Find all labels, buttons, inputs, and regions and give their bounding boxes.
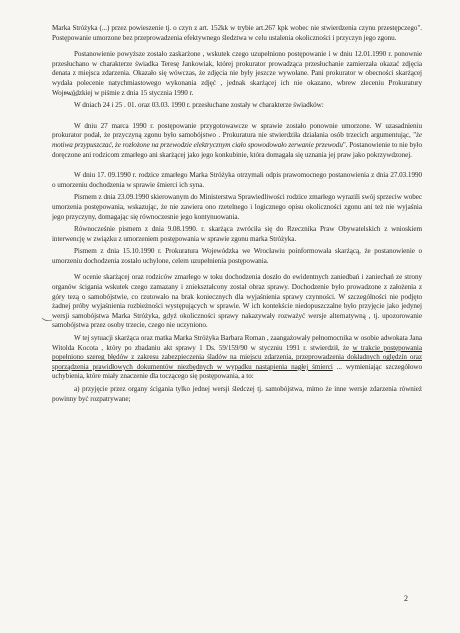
paragraph-7: Równocześnie pismem z dnia 9.08.1990. r. skarżąca zwróciła się do Rzecznika Praw Obywatelskich z wnioskiem interwencję w związku z umorzeniem postępowania w sprawie zgonu marka Stróżyka. (52, 225, 422, 243)
paragraph-6: Pismem z dnia 23.09.1990 skierowanym do Ministerstwa Sprawiedliwości rodzice zmarłego wyrazili swój sprzeciw wobec umorzenia postępowania, wskazując, że nie zawiera ono rzetelnego i logicznego opisu okoliczności zgonu ani też nie wyjaśnia jego przyczyny, domagając się równoczesnie jego kontynuowania. (52, 193, 422, 221)
paragraph-3: W dniach 24 i 25 . 01. oraz 03.03. 1990 r. przesłuchane zostały w charakterze świadków: (74, 101, 324, 110)
paragraph-4-text-b: ". Postanowienie to nie było doręczone ani rodzicom zmarłego ani skarżącej jako jego konkubinie, która domagała się uznania jej praw jako pokrzywdzonej. (52, 140, 422, 159)
paragraph-10-underlined: w trakcie postępowania popełniono szereg błędów z zakresu zabezpieczenia śladów na miejscu zdarzenia, przeprowadzenia dokładnych oględzin oraz sporządzenia prawidłowych dokumentów niezbędnych w wypadku nastąpienia nagłej śmierci (52, 343, 422, 371)
list-item-a: a) przyjęcie przez organy ścigania tylko jednej wersji śledczej tj. samobójstwa, mimo że inne wersje zdarzenia również powinny być rozpatrywane; (52, 385, 422, 403)
paragraph-4 (52, 122, 422, 160)
paragraph-8: Pismem z dnia 15.10.1990 r. Prokuratura Wojewódzka we Wrocławiu poinformowała skarżącą, że postanowienie o umorzeniu dochodzenia zostało uchylone, celem uzupełnienia postępowania. (52, 247, 422, 265)
paragraph-4-text-a: W dniu 27 marca 1990 r. postępowanie przygotowawcze w sprawie zostało ponownie umorzone. W uzasadnieniu prokurator podał, że przyczyną zgonu było samobójstwo . Prokuratura nie stwierdziła działania osób trzecich argumentując, " (52, 121, 422, 140)
page-number: 2 (404, 594, 408, 603)
paragraph-10-text-b: ... wymieniając szczegółowo uchybienia, które miały znaczenie dla toczącego się postępowania, a to: (52, 362, 422, 381)
paragraph-4-quote: że motiwa przypuszczać, że rozłożone na przewodzie elektrycznym ciało spowodowało zerwanie przewodu (52, 131, 422, 149)
paragraph-9: W ocenie skarżącej oraz rodziców zmarłego w toku dochodzenia doszło do ewidentnych zaniedbań i zaniechań ze strony organów ścigania wskutek czego zamazany i zniekształcony został obraz sprawy. Dochodzenie było prowadzone z założenia z góry tezą o samobójstwie, co rzutowało na brak koniecznych dla wyjaśnienia sprawy czynności. W szczególności nie podjęto żadnej próby wyjaśnienia rozbieżności występujących w sprawie. W ich kontekście niedopuszczalne było przyjęcie jako jedynej wersji samobójstwa Marka Stróżyka, gdyż okoliczności sprawy nakazywały rozważyć wersje alternatywną , tj. upozorowanie samobójstwa przez osoby trzecie, czego nie uczyniono. (52, 273, 422, 330)
paragraph-10-text-a: W tej sytuacji skarżąca oraz matka Marka Stróżyka Barbara Roman , zaangażowały pełnomocnika w osobie adwokata Jana Witolda Kocota , który po zbadaniu akt sprawy 1 Ds. 59/159/90 w styczniu 1991 r. stwierdził, że (52, 334, 422, 352)
paragraph-2: Postanowienie powyższe zostało zaskarżone , wskutek czego uzupełniono postępowanie i w dniu 12.01.1990 r. ponownie przesłuchano w charakterze świadka Teresę Jankowiak, której prokurator prowadząca przesłuchanie zamierzała okazać zdjęcia denata z miejsca zdarzenia. Okazało się wówczas, że zdjęcia nie były jeszcze wywołane. Pani prokurator w obecności skarżącej wydała polecenie natychmiastowego wykonania zdjęć , jednak skarżącej ich nie okazano, wbrew zleceniu Prokuratury Wojewódzkiej w piśmie z dnia 15 stycznia 1990 r. (52, 50, 422, 97)
paragraph-5: W dniu 17. 09.1990 r. rodzice zmarłego Marka Stróżyka otrzymali odpis prawomocnego postanowienia z dnia 27.03.1990 o umorzeniu dochodzenia w sprawie śmierci ich syna. (52, 171, 422, 189)
paragraph-10 (52, 334, 422, 382)
pen-mark (42, 318, 52, 321)
paragraph-1: Marka Stróżyka (...) przez powieszenie tj. o czyn z art. 152kk w trybie art.267 kpk wobec nie stwierdzenia czynu przestępczego". Postępowanie umorzone bez przeprowadzenia efektywnego śledztwa w celu ustalenia okoliczności i przyczyn jego zgonu. (52, 24, 422, 42)
